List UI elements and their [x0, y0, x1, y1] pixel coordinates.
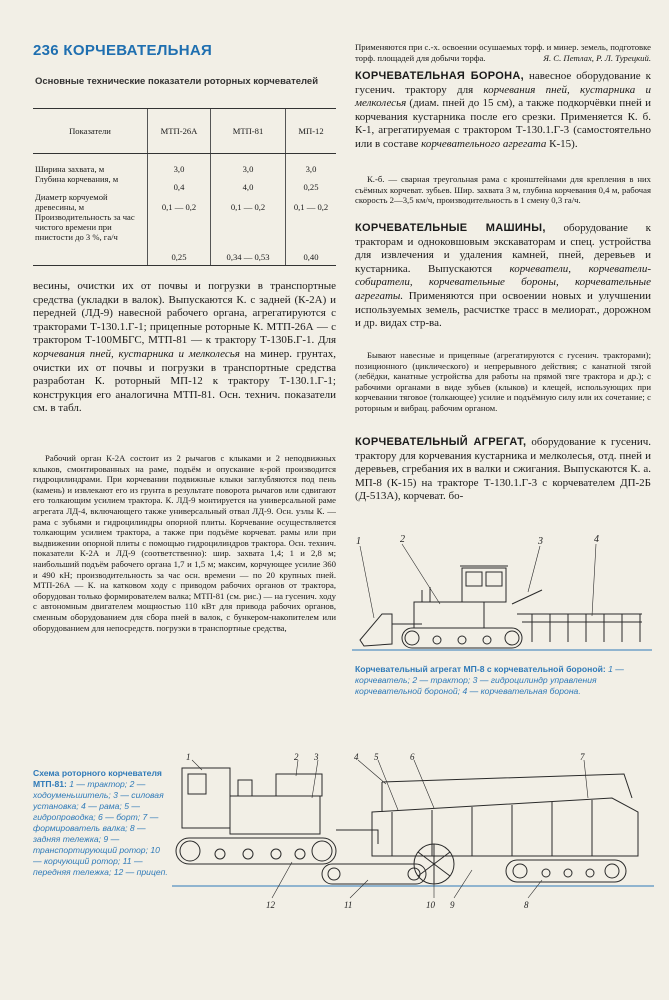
section-title: КОРЧЕВАТЕЛЬНАЯ — [63, 42, 213, 59]
authors: Я. С. Петлах, Р. Л. Турецкий. — [543, 52, 651, 63]
fig2-label: 1 — [186, 752, 191, 762]
col-header-mp12: МП-12 — [286, 109, 337, 154]
borona-entry — [355, 70, 651, 152]
cell: 0,25 — [148, 212, 211, 266]
page-header — [33, 42, 212, 59]
text: оборудование к тракторам и одноковшовым экскаваторам и спец. устройства для извлечения и удаления камней, пней, деревьев и кустарника. Выпускаются — [355, 222, 652, 275]
cell: 0,1 — 0,2 — [286, 192, 337, 212]
fig1-label: 3 — [538, 536, 543, 547]
fig1-label: 2 — [400, 534, 405, 545]
caption-title: Корчевательный агрегат МП-8 с корчевательной бороной: — [355, 664, 606, 674]
table-row — [33, 154, 336, 175]
left-para-2: Рабочий орган К-2А состоит из 2 рычагов с клыками и 2 неподвижных клыков, смонтированных на раме, подъём и опускание к-рой производится гидроцилиндрами. При корчевании подвижные клыки заглубляются под пень (камень) и извлекают его из грунта в результате поворота рычагов или сдвигают его толкающим усилием трактора. К. ЛД-9 монтируется на универсальной раме агрегата ЛД-4, включающего также универсальный отвал ЛД-9. Осн. узлы К. — рама с зубьями и гидроцилиндры опорной плиты. Корчевание осуществляется толкающим усилием трактора, а также при подъёме корчеват. рамы или при выдвижении опорной плиты с помощью гидроцилиндров трактора. Осн. технич. показатели К-2А и ЛД-9 (соответственно): шир. захвата 1,4; 1 и 2,8 м; наибольший подъём рабочего органа 1,7 и 1,5 м; максим, корчующее усилие 360 и 490 кН; производительность за час осн. времени — по 20 крупных пней. МТП-26А — К. на катковом ходу с приводом рабочих органов от трактора, оборудован только формирователем валка; МТП-81 (см. рис.) — на гусенич. ходу с автономным двигателем мощностью 110 кВт для привода рабочих органов, сменным оборудованием для сбора пней в валок, с бункером-накопителем или оборудованием для непосредств. погрузки в транспортные средства, — [33, 453, 336, 633]
fig2-label: 10 — [426, 900, 435, 910]
text: навесное оборудование к гусенич. трактору для — [355, 70, 651, 96]
agregat-entry — [355, 436, 651, 504]
cell: 0,40 — [286, 212, 337, 266]
page-number: 236 — [33, 42, 59, 59]
cell: 0,1 — 0,2 — [148, 192, 211, 212]
row-label: Глубина корчевания, м — [35, 174, 119, 184]
fig2-label: 6 — [410, 752, 415, 762]
entry-term: КОРЧЕВАТЕЛЬНЫЕ МАШИНЫ, — [355, 222, 546, 234]
figure1-caption — [355, 664, 651, 697]
col-header-mtp81: МТП-81 — [211, 109, 286, 154]
table-row — [33, 212, 336, 266]
col-header-indicators: Показатели — [33, 109, 148, 154]
emphasis: корчевания пней, кустарника и мелколесья — [355, 83, 652, 110]
fig2-label: 2 — [294, 752, 299, 762]
text: на минер. грунтах, очистки их от почвы и погрузки в транспортные средства разработан К. роторный МП-12 к трактору Т-130.1.Г-1; конструкция его аналогична МТП-81. Осн. технич. показатели см. в табл. — [33, 347, 337, 415]
text: Применяются при с.-х. освоении осушаемых торф. и минер. земель, подготовке торф. площадей для добычи торфа. — [355, 42, 651, 63]
fig2-label: 5 — [374, 752, 379, 762]
table-row — [33, 174, 336, 192]
figure-mtp81-drawing — [172, 752, 654, 912]
fig2-label: 8 — [524, 900, 529, 910]
text: Применяются при освоении новых и улучшении используемых земель, расчистке трасс в мелиорат., дорожном и др. видах стр-ва. — [355, 289, 652, 330]
row-label: Производительность за час чистого времени при пнистости до 3 %, га/ч — [33, 212, 148, 266]
table-caption: Основные технические показатели роторных корчевателей — [35, 76, 319, 87]
row-label: Диаметр корчуемой древесины, м — [35, 192, 108, 212]
spec-table — [33, 108, 336, 266]
text: оборудование к гусенич. трактору для корчевания кустарника и мелколесья, отд. пней и деревьев, сгребания их в валки и сжигания. Выпускаются К. а. МП-8 (К-15) на тракторе Т-130.1.Г-3 с корчевателем ДП-2Б (Д-513А), корчеват. бо- — [355, 436, 651, 503]
fig2-label: 7 — [580, 752, 585, 762]
cell: 3,0 — [148, 154, 211, 175]
emphasis: корчевания пней, кустарника и мелколесья — [33, 347, 240, 360]
emphasis: корчевательного агрегата — [421, 137, 547, 150]
cell: 0,4 — [148, 174, 211, 192]
text: (диам. пней до 15 см), а также подкорчёвки пней и корчевания кустарника после его срезки. Применяется К. б. К-1, агрегатируемая с трактором Т-130.1.Г-3 (самостоятельно или в составе — [355, 97, 651, 150]
mashiny-details: Бывают навесные и прицепные (агрегатируются с гусенич. тракторами); позиционного (циклического) и непрерывного действия; с канатной тягой (лебёдки, канатные устройства для работы на прямой тяге трактора и др.); с рабочими органами в виде зубьев (клыков) и клещей, использующих при корчевании тяговое (толкающее) усилие и подъёмную силу или их сочетание; с роторным и вибрац. рабочим органом. — [355, 350, 651, 413]
cell: 3,0 — [211, 154, 286, 175]
fig2-label: 9 — [450, 900, 455, 910]
caption-text: 1 — трактор; 2 — ходоуменьшитель; 3 — силовая установка; 4 — рама; 5 — гидропроводка; 6 — борт; 7 — формирователь валка; 8 — задняя тележка; 9 — транспортирующий ротор; 10 — корчующий ротор; 11 — передняя тележка; 12 — прицеп. — [33, 779, 168, 877]
table-header-row — [33, 109, 336, 154]
cell: 0,25 — [286, 174, 337, 192]
fig2-label: 11 — [344, 900, 353, 910]
row-label: Ширина захвата, м — [35, 164, 105, 174]
text: весины, очистки их от почвы и погрузки в транспортные средства (укладки в валок). Выпускаются К. с задней (К-2А) и передней (ЛД-9) навесной рабочего органа, агрегатируются с тракторами Т-130.1.Г-1; прицепные роторные К. МТП-26А — с трактором Т-100МБГС, МТП-81 — к трактору Т-130Б.Г-1. Для — [33, 280, 336, 347]
table-row — [33, 192, 336, 212]
emphasis: корчеватели, корчеватели-собиратели, корчевательные бороны, корчевательные агрегаты. — [355, 262, 652, 302]
cell: 3,0 — [286, 154, 337, 175]
cell: 0,34 — 0,53 — [211, 212, 286, 266]
borona-details: К.-б. — сварная треугольная рама с кронштейнами для крепления в них съёмных корчеват. зубьев. Шир. захвата 3 м, глубина корчевания 0,4 м, рабочая скорость 2—3,5 км/ч, производительность в 1 смену 0,3 га/ч. — [355, 174, 651, 206]
figure-mp8-drawing — [352, 532, 652, 660]
fig1-label: 4 — [594, 534, 599, 545]
left-para-1 — [33, 280, 336, 416]
fig2-label: 12 — [266, 900, 275, 910]
cell: 4,0 — [211, 174, 286, 192]
figure2-caption — [33, 768, 168, 878]
right-top-note — [355, 42, 651, 63]
fig1-label: 1 — [356, 536, 361, 547]
fig2-label: 3 — [314, 752, 319, 762]
fig2-label: 4 — [354, 752, 359, 762]
caption-title: Схема роторного корчевателя МТП-81: — [33, 768, 162, 789]
caption-text: 1 — корчеватель; 2 — трактор; 3 — гидроцилиндр управления корчевательной бороной; 4 — корчевательная борона. — [355, 664, 624, 696]
text: К-15). — [549, 137, 578, 150]
col-header-mtp26a: МТП-26А — [148, 109, 211, 154]
mashiny-entry — [355, 222, 651, 331]
cell: 0,1 — 0,2 — [211, 192, 286, 212]
entry-term: КОРЧЕВАТЕЛЬНАЯ БОРОНА, — [355, 70, 524, 82]
entry-term: КОРЧЕВАТЕЛЬНЫЙ АГРЕГАТ, — [355, 436, 527, 448]
